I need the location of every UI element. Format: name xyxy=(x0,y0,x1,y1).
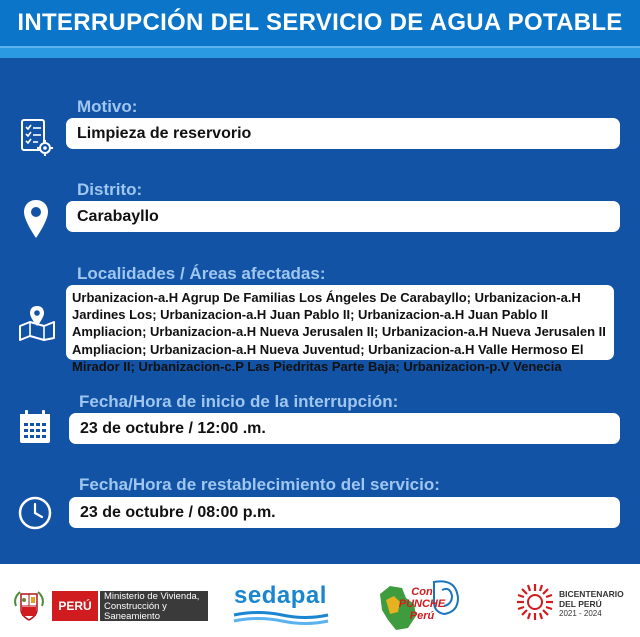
localidades-label: Localidades / Áreas afectadas: xyxy=(77,264,326,283)
bicentenario-text xyxy=(559,590,624,619)
bicentenario-line2: DEL PERÚ xyxy=(559,598,602,609)
header-accent-strip xyxy=(0,48,640,58)
location-pin-icon xyxy=(23,199,49,239)
inicio-value: 23 de octubre / 12:00 .m. xyxy=(69,413,620,444)
distrito-value: Carabayllo xyxy=(66,201,620,232)
peru-coat-of-arms-icon xyxy=(12,586,46,626)
bicentenario-sun-icon xyxy=(515,582,555,622)
inicio-label: Fecha/Hora de inicio de la interrupción: xyxy=(79,392,399,411)
page-title: INTERRUPCIÓN DEL SERVICIO DE AGUA POTABLE xyxy=(17,9,623,36)
localidades-value: Urbanizacion-a.H Agrup De Familias Los Ángeles De Carabayllo; Urbanizacion-a.H Jardines Los; Urbanizacion-a.H Juan Pablo II; Urbanizacion-a.H Juan Pablo II Ampliacion; Urbanizacion-a.H Nueva Jerusalen II; Urbanizacion-a.H Nueva Jerusalen II Ampliacion; Urbanizacion-a.H Nueva Juventud; Urbanizacion-a.H Valle Hermoso El Mirador II; Urbanizacion-c.P Las Piedritas Parte Baja; Urbanizacion-p.V Venecia xyxy=(66,285,614,360)
map-location-icon xyxy=(18,304,56,340)
restablecimiento-value: 23 de octubre / 08:00 p.m. xyxy=(69,497,620,528)
con-punche-peru-logo xyxy=(374,576,464,632)
bicentenario-line1: BICENTENARIO xyxy=(559,589,624,599)
ministerio-logo xyxy=(12,586,212,626)
ministerio-name: Ministerio de Vivienda, Construcción y Saneamiento xyxy=(100,591,208,621)
motivo-value: Limpieza de reservorio xyxy=(66,118,620,149)
checklist-gear-icon xyxy=(20,118,54,158)
header-bar xyxy=(0,0,640,48)
clock-icon xyxy=(18,496,52,530)
motivo-label: Motivo: xyxy=(77,97,138,116)
sedapal-wordmark: sedapal xyxy=(234,582,327,609)
restablecimiento-label: Fecha/Hora de restablecimiento del servicio: xyxy=(79,475,440,494)
calendar-icon xyxy=(19,410,51,444)
sedapal-wave-icon xyxy=(234,610,328,624)
sedapal-logo xyxy=(234,582,328,626)
con-punche-wordmark: Con PUNCHE Perú xyxy=(398,586,446,622)
peru-badge: PERÚ xyxy=(52,591,98,621)
bicentenario-years: 2021 - 2024 xyxy=(559,609,602,618)
distrito-label: Distrito: xyxy=(77,180,143,199)
bicentenario-logo xyxy=(515,582,627,626)
footer-logos xyxy=(0,564,640,635)
